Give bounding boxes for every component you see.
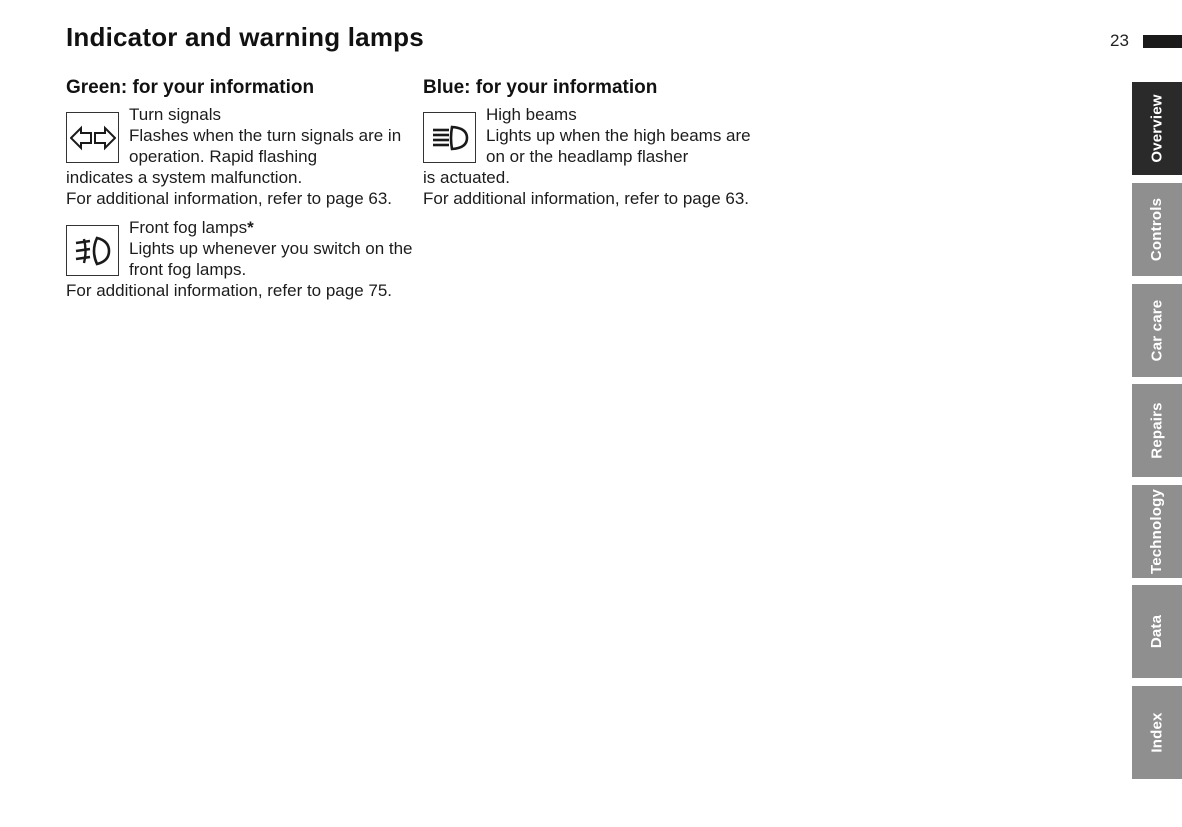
page-title: Indicator and warning lamps — [66, 22, 424, 52]
front-fog-lamps-desc: Lights up whenever you switch on the front fog lamps. — [129, 239, 413, 279]
front-fog-lamp-icon — [66, 225, 119, 276]
turn-signals-desc-continued: indicates a system malfunction. — [66, 168, 303, 187]
blue-section-heading: Blue: for your information — [423, 77, 658, 98]
turn-signals-page-ref: For additional information, refer to page 63. — [66, 189, 393, 208]
turn-signals-desc: Flashes when the turn signals are in operation. Rapid flashing — [129, 126, 402, 166]
turn-signals-name: Turn signals — [129, 105, 221, 124]
tab-overview[interactable]: Overview — [1132, 82, 1182, 175]
tab-car-care[interactable]: Car care — [1132, 284, 1182, 377]
tab-technology[interactable]: Technology — [1132, 485, 1182, 578]
high-beams-name: High beams — [486, 105, 577, 124]
high-beam-icon — [423, 112, 476, 163]
front-fog-lamps-name: Front fog lamps* — [129, 218, 254, 237]
tab-controls[interactable]: Controls — [1132, 183, 1182, 276]
optional-equipment-star: * — [247, 218, 254, 237]
turn-signal-arrows-icon — [66, 112, 119, 163]
high-beams-entry — [423, 104, 773, 209]
high-beams-desc-continued: is actuated. — [423, 168, 510, 187]
page-number: 23 — [1110, 31, 1129, 50]
high-beams-desc: Lights up when the high beams are on or the headlamp flasher — [486, 126, 751, 166]
tab-index[interactable]: Index — [1132, 686, 1182, 779]
green-info-section — [66, 76, 416, 301]
blue-info-section — [423, 76, 773, 209]
green-section-heading: Green: for your information — [66, 77, 315, 98]
front-fog-lamps-page-ref: For additional information, refer to page 75. — [66, 281, 393, 300]
high-beams-page-ref: For additional information, refer to page 63. — [423, 189, 750, 208]
front-fog-lamps-entry — [66, 217, 416, 301]
turn-signals-entry — [66, 104, 416, 209]
page-marker-bar — [1143, 35, 1182, 48]
tab-repairs[interactable]: Repairs — [1132, 384, 1182, 477]
tab-data[interactable]: Data — [1132, 585, 1182, 678]
